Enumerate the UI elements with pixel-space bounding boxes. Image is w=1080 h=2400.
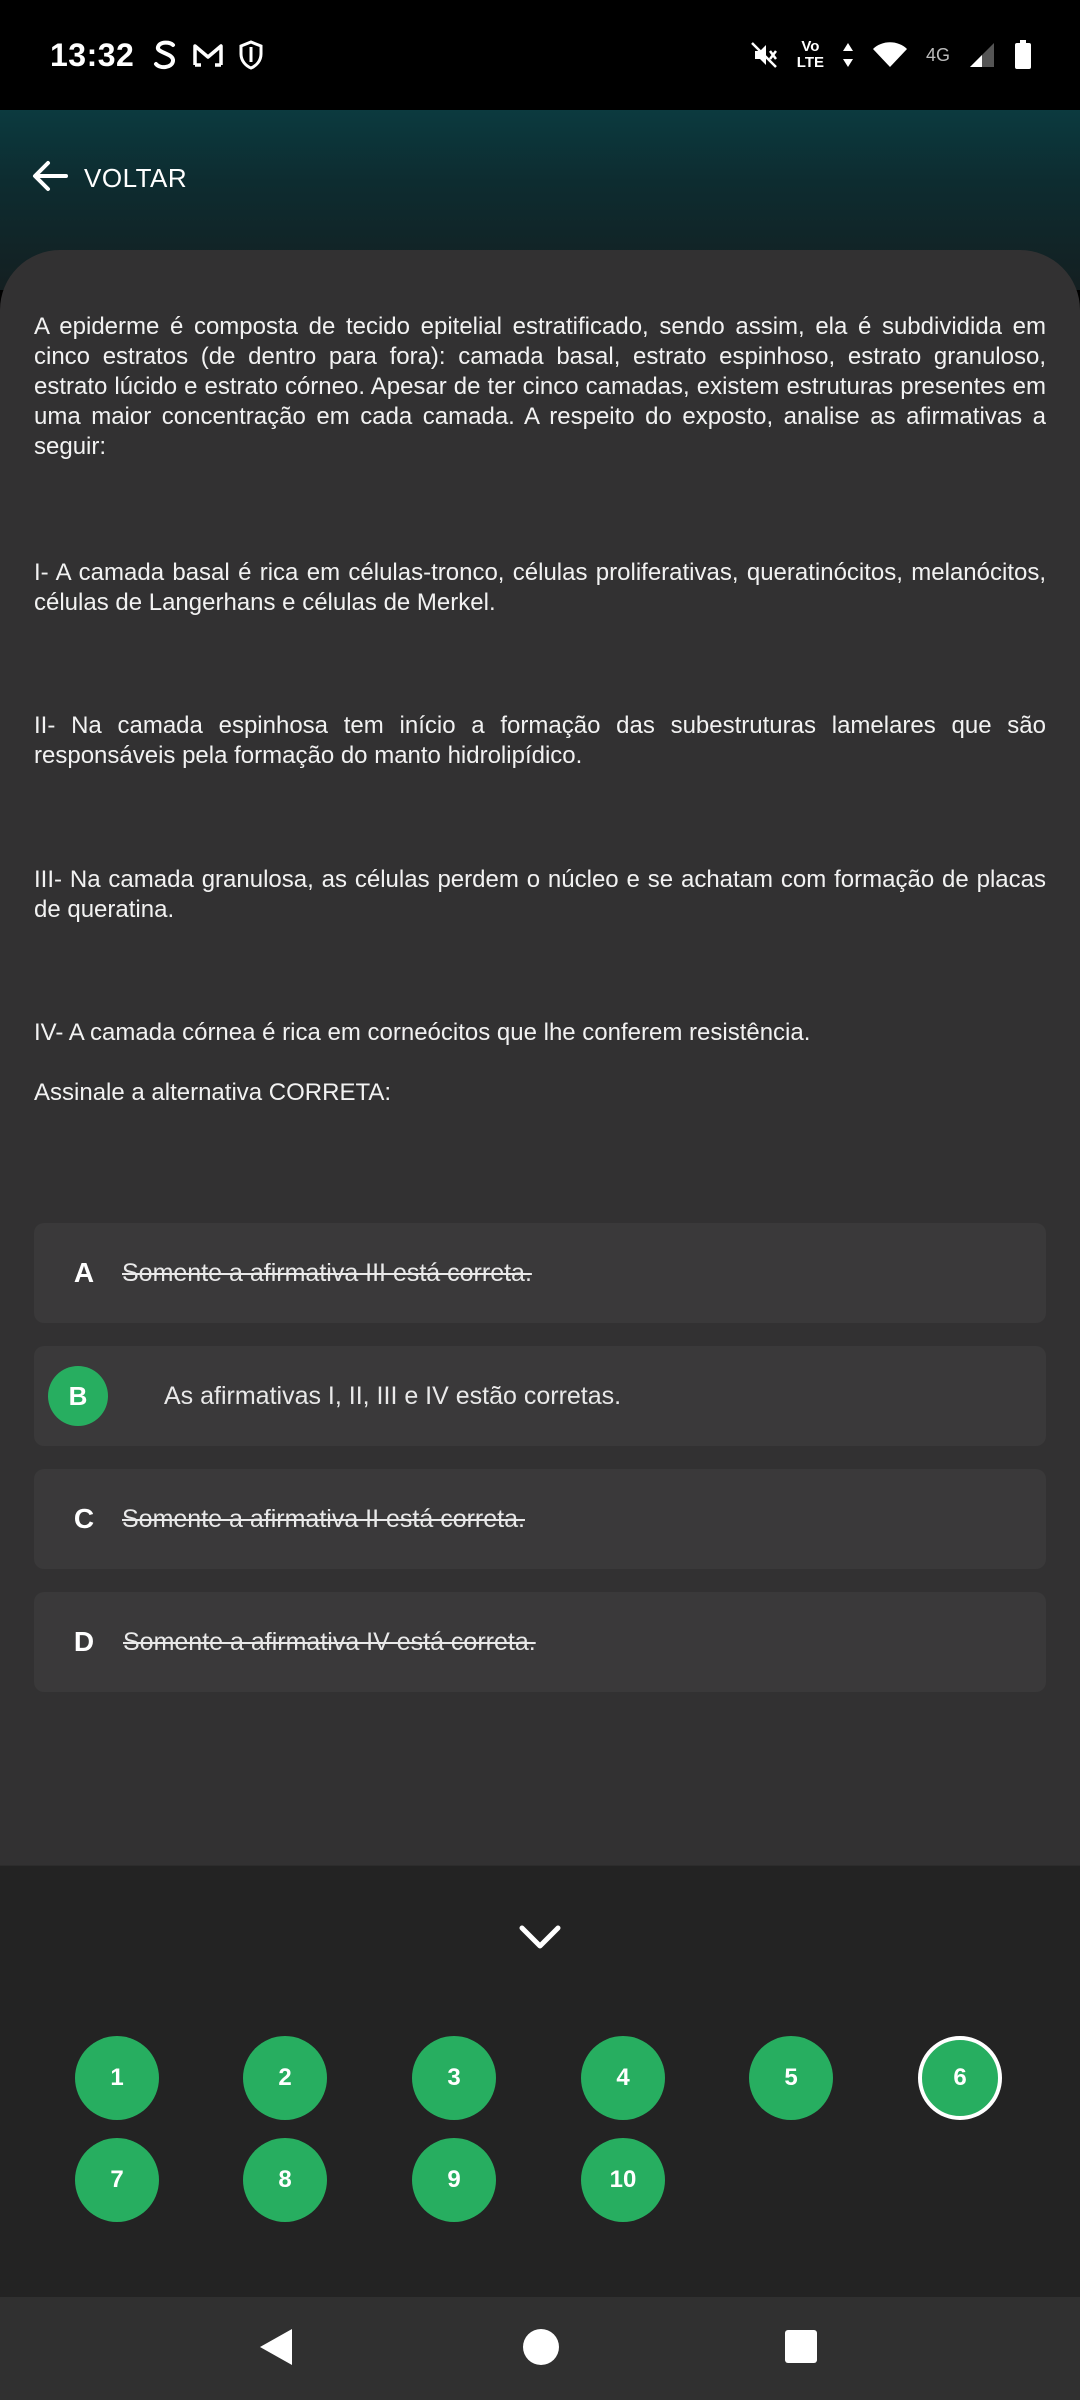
nav-home-icon[interactable] [522, 2327, 560, 2372]
status-time: 13:32 [50, 36, 135, 73]
option-letter-selected: B [48, 1366, 108, 1426]
option-text: Somente a afirmativa IV está correta. [123, 1627, 536, 1656]
nav-back-icon[interactable] [258, 2327, 294, 2372]
option-text: Somente a afirmativa II está correta. [122, 1504, 525, 1533]
option-d[interactable] [34, 1592, 1046, 1692]
question-intro: A epiderme é composta de tecido epitelial estratificado, sendo assim, ela é subdividida em cinco estratos (de dentro para fora): camada basal, estrato espinhoso, estrato granuloso, estrato lúcido e estrato córneo. Apesar de ter cinco camadas, existem estruturas presentes em uma maior concentração em cada camada. A respeito do exposto, analise as afirmativas a seguir: [34, 313, 1046, 460]
volte-icon [797, 39, 824, 71]
question-number-3[interactable]: 3 [412, 2036, 496, 2120]
option-letter: C [73, 1503, 95, 1534]
question-number-8[interactable]: 8 [243, 2138, 327, 2222]
volte-bottom-label: LTE [796, 54, 824, 71]
option-c[interactable] [34, 1469, 1046, 1569]
statement-2: II- Na camada espinhosa tem início a formação das subestruturas lamelares que são responsáveis pela formação do manto hidrolipídico. [34, 712, 1046, 769]
statement-3: III- Na camada granulosa, as células perdem o núcleo e se achatam com formação de placas de queratina. [34, 866, 1046, 923]
4g-icon: 4G [925, 44, 950, 65]
option-text: As afirmativas I, II, III e IV estão corretas. [164, 1381, 622, 1410]
question-number-2[interactable]: 2 [243, 2036, 327, 2120]
question-number-1[interactable]: 1 [75, 2036, 159, 2120]
status-bar [0, 0, 1080, 110]
option-letter: D [73, 1626, 95, 1657]
statement-1: I- A camada basal é rica em células-tronco, células proliferativas, queratinócitos, melanócitos, células de Langerhans e células de Merkel. [34, 559, 1046, 616]
question-prompt: Assinale a alternativa CORRETA: [34, 1079, 392, 1106]
question-number-5[interactable]: 5 [749, 2036, 833, 2120]
question-number-7[interactable]: 7 [75, 2138, 159, 2222]
gmail-icon [192, 42, 224, 68]
chevron-down-icon[interactable] [516, 1916, 564, 1961]
option-a[interactable] [34, 1223, 1046, 1323]
question-navigator [0, 1865, 1080, 2297]
battery-icon [1014, 40, 1032, 70]
s-app-icon [152, 39, 178, 71]
back-button[interactable] [30, 150, 187, 206]
question-number-6-current[interactable]: 6 [918, 2036, 1002, 2120]
question-number-9[interactable]: 9 [412, 2138, 496, 2222]
mute-icon [749, 40, 779, 70]
back-label: VOLTAR [84, 162, 188, 193]
question-number-4[interactable]: 4 [581, 2036, 665, 2120]
signal-icon [968, 41, 996, 69]
wifi-icon [872, 41, 908, 69]
data-arrows-icon [842, 41, 854, 69]
question-number-10[interactable]: 10 [581, 2138, 665, 2222]
system-navigation-bar [0, 2297, 1080, 2400]
question-card [0, 250, 1080, 1870]
arrow-left-icon [30, 156, 70, 201]
statement-4: IV- A camada córnea é rica em corneócitos que lhe conferem resistência. [34, 1019, 811, 1046]
option-letter: A [73, 1257, 95, 1288]
option-text: Somente a afirmativa III está correta. [122, 1258, 532, 1287]
shield-icon [238, 40, 264, 70]
nav-recents-icon[interactable] [783, 2327, 819, 2372]
option-b[interactable] [34, 1346, 1046, 1446]
volte-top-label: Vo [801, 38, 820, 55]
